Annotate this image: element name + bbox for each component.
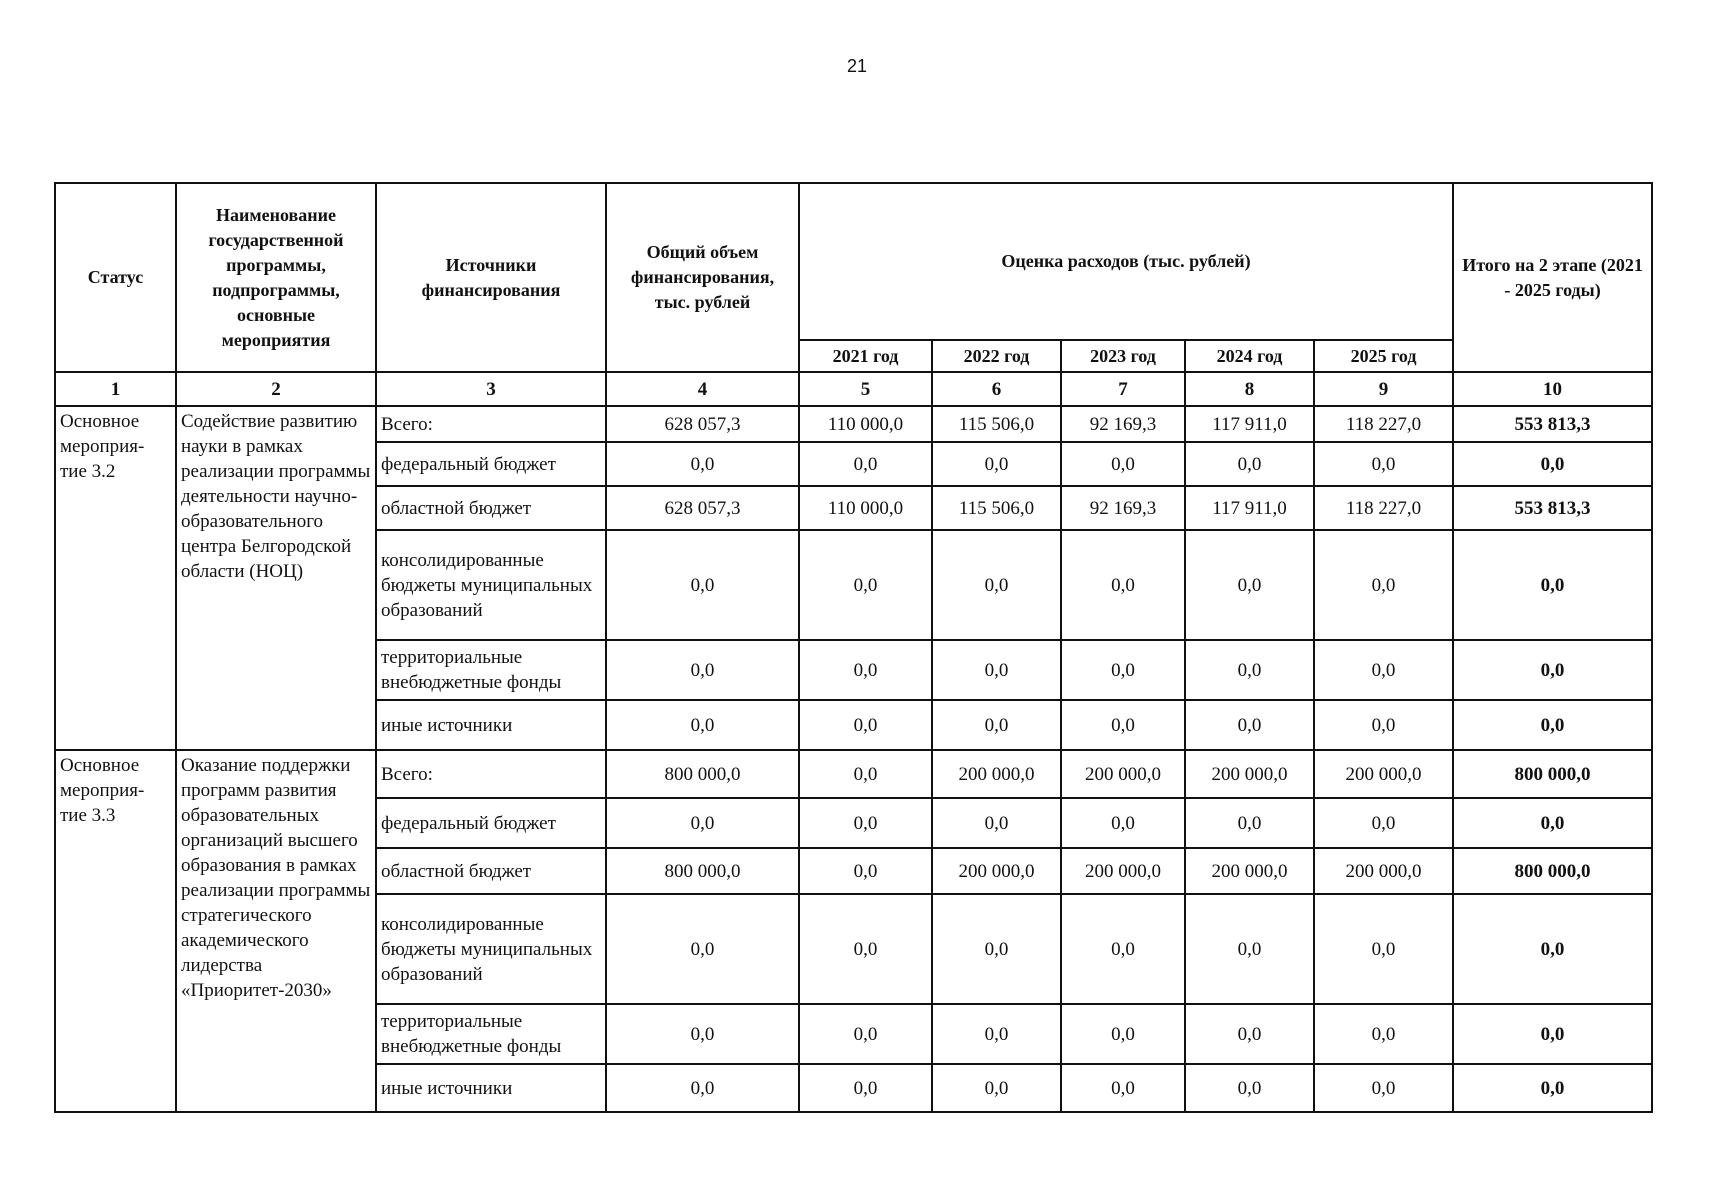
year-cell: 0,0: [1314, 442, 1453, 486]
year-cell: 0,0: [932, 442, 1061, 486]
year-cell: 0,0: [932, 530, 1061, 640]
year-cell: 200 000,0: [932, 848, 1061, 894]
source-cell: Всего:: [376, 406, 606, 442]
year-cell: 92 169,3: [1061, 486, 1185, 530]
total-cell: 0,0: [606, 1004, 799, 1064]
financing-table: [54, 182, 1653, 1113]
year-cell: 0,0: [1185, 798, 1314, 848]
column-number: 7: [1061, 372, 1185, 406]
year-cell: 0,0: [1185, 640, 1314, 700]
year-cell: 115 506,0: [932, 406, 1061, 442]
total-cell: 0,0: [606, 700, 799, 750]
year-cell: 0,0: [932, 894, 1061, 1004]
year-cell: 92 169,3: [1061, 406, 1185, 442]
source-cell: Всего:: [376, 750, 606, 798]
year-cell: 0,0: [799, 894, 932, 1004]
year-cell: 0,0: [1314, 700, 1453, 750]
year-cell: 0,0: [1061, 798, 1185, 848]
year-cell: 118 227,0: [1314, 406, 1453, 442]
year-cell: 0,0: [799, 750, 932, 798]
total-cell: 800 000,0: [606, 750, 799, 798]
year-cell: 0,0: [799, 442, 932, 486]
header-name: Наименование государственной программы, подпрограммы, основные мероприятия: [176, 183, 376, 372]
year-cell: 0,0: [1061, 1064, 1185, 1112]
total-cell: 0,0: [606, 640, 799, 700]
year-cell: 0,0: [1314, 798, 1453, 848]
year-cell: 200 000,0: [1185, 750, 1314, 798]
year-cell: 0,0: [1185, 1064, 1314, 1112]
year-cell: 118 227,0: [1314, 486, 1453, 530]
year-cell: 0,0: [1061, 700, 1185, 750]
total-cell: 0,0: [606, 894, 799, 1004]
column-number: 6: [932, 372, 1061, 406]
year-cell: 0,0: [1061, 894, 1185, 1004]
year-cell: 0,0: [1061, 530, 1185, 640]
year-cell: 115 506,0: [932, 486, 1061, 530]
page-number: 21: [846, 56, 868, 76]
header-stage-total: Итого на 2 этапе (2021 - 2025 годы): [1453, 183, 1652, 372]
stage-total-cell: 800 000,0: [1453, 750, 1652, 798]
table-row: [55, 750, 1652, 798]
stage-total-cell: 0,0: [1453, 1064, 1652, 1112]
year-cell: 0,0: [799, 1064, 932, 1112]
source-cell: федеральный бюджет: [376, 442, 606, 486]
source-cell: областной бюджет: [376, 848, 606, 894]
header-status: Статус: [55, 183, 176, 372]
total-cell: 800 000,0: [606, 848, 799, 894]
year-cell: 0,0: [1314, 640, 1453, 700]
source-cell: консолидированные бюджеты муниципальных образований: [376, 894, 606, 1004]
total-cell: 0,0: [606, 1064, 799, 1112]
stage-total-cell: 0,0: [1453, 894, 1652, 1004]
year-cell: 0,0: [932, 700, 1061, 750]
stage-total-cell: 800 000,0: [1453, 848, 1652, 894]
column-number: 1: [55, 372, 176, 406]
year-cell: 200 000,0: [1185, 848, 1314, 894]
table-row: [55, 406, 1652, 442]
year-cell: 0,0: [1314, 894, 1453, 1004]
year-cell: 0,0: [932, 640, 1061, 700]
year-cell: 0,0: [1314, 1004, 1453, 1064]
year-cell: 0,0: [799, 1004, 932, 1064]
stage-total-cell: 0,0: [1453, 1004, 1652, 1064]
source-cell: консолидированные бюджеты муниципальных образований: [376, 530, 606, 640]
year-cell: 200 000,0: [932, 750, 1061, 798]
stage-total-cell: 553 813,3: [1453, 406, 1652, 442]
stage-total-cell: 0,0: [1453, 640, 1652, 700]
year-cell: 117 911,0: [1185, 486, 1314, 530]
stage-total-cell: 553 813,3: [1453, 486, 1652, 530]
year-cell: 0,0: [932, 1064, 1061, 1112]
source-cell: федеральный бюджет: [376, 798, 606, 848]
header-total: Общий объем финансирования, тыс. рублей: [606, 183, 799, 372]
stage-total-cell: 0,0: [1453, 798, 1652, 848]
header-year: 2023 год: [1061, 340, 1185, 372]
year-cell: 200 000,0: [1314, 848, 1453, 894]
header-year: 2021 год: [799, 340, 932, 372]
stage-total-cell: 0,0: [1453, 700, 1652, 750]
year-cell: 0,0: [1185, 1004, 1314, 1064]
status-cell: Основное мероприя-тие 3.2: [55, 406, 176, 750]
year-cell: 0,0: [1314, 530, 1453, 640]
year-cell: 0,0: [1061, 442, 1185, 486]
source-cell: областной бюджет: [376, 486, 606, 530]
total-cell: 628 057,3: [606, 406, 799, 442]
year-cell: 0,0: [1185, 894, 1314, 1004]
year-cell: 0,0: [799, 640, 932, 700]
year-cell: 0,0: [932, 1004, 1061, 1064]
year-cell: 110 000,0: [799, 486, 932, 530]
year-cell: 0,0: [1061, 640, 1185, 700]
column-number: 10: [1453, 372, 1652, 406]
source-cell: территориальные внебюджетные фонды: [376, 1004, 606, 1064]
status-cell: Основное мероприя-тие 3.3: [55, 750, 176, 1112]
year-cell: 0,0: [1061, 1004, 1185, 1064]
column-number: 4: [606, 372, 799, 406]
header-year: 2024 год: [1185, 340, 1314, 372]
year-cell: 0,0: [1314, 1064, 1453, 1112]
year-cell: 0,0: [1185, 700, 1314, 750]
column-number: 5: [799, 372, 932, 406]
column-number: 2: [176, 372, 376, 406]
total-cell: 0,0: [606, 798, 799, 848]
year-cell: 0,0: [799, 798, 932, 848]
stage-total-cell: 0,0: [1453, 530, 1652, 640]
column-number: 3: [376, 372, 606, 406]
year-cell: 0,0: [799, 700, 932, 750]
total-cell: 0,0: [606, 442, 799, 486]
program-name-cell: Содействие развитию науки в рамках реализации программы деятельности научно-образовательного центра Белгородской области (НОЦ): [176, 406, 376, 750]
source-cell: иные источники: [376, 700, 606, 750]
column-number: 8: [1185, 372, 1314, 406]
program-name-cell: Оказание поддержки программ развития образовательных организаций высшего образования в рамках реализации программы стратегического академического лидерства «Приоритет-2030»: [176, 750, 376, 1112]
header-year: 2022 год: [932, 340, 1061, 372]
year-cell: 0,0: [932, 798, 1061, 848]
year-cell: 0,0: [1185, 442, 1314, 486]
column-number: 9: [1314, 372, 1453, 406]
year-cell: 110 000,0: [799, 406, 932, 442]
column-number-row: [55, 372, 1652, 406]
header-estimate: Оценка расходов (тыс. рублей): [799, 183, 1453, 340]
header-sources: Источники финансирования: [376, 183, 606, 372]
year-cell: 0,0: [799, 530, 932, 640]
total-cell: 0,0: [606, 530, 799, 640]
header-year: 2025 год: [1314, 340, 1453, 372]
year-cell: 200 000,0: [1061, 750, 1185, 798]
year-cell: 0,0: [1185, 530, 1314, 640]
stage-total-cell: 0,0: [1453, 442, 1652, 486]
total-cell: 628 057,3: [606, 486, 799, 530]
source-cell: территориальные внебюджетные фонды: [376, 640, 606, 700]
year-cell: 200 000,0: [1061, 848, 1185, 894]
year-cell: 0,0: [799, 848, 932, 894]
source-cell: иные источники: [376, 1064, 606, 1112]
year-cell: 117 911,0: [1185, 406, 1314, 442]
year-cell: 200 000,0: [1314, 750, 1453, 798]
